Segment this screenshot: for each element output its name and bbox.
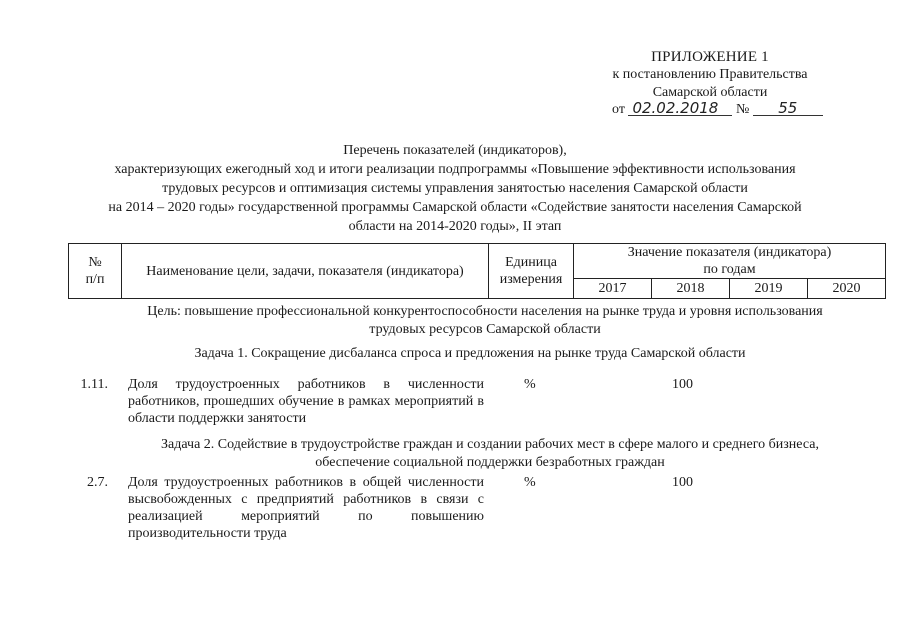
header-year-2020: 2020 <box>808 279 886 299</box>
document-heading <box>40 141 870 236</box>
header-num-line-1: № <box>88 255 102 270</box>
header-unit-cell <box>489 244 574 299</box>
decree-date-number <box>612 101 823 118</box>
appendix-title: ПРИЛОЖЕНИЕ 1 <box>651 49 769 65</box>
task-1-title: Задача 1. Сокращение дисбаланса спроса и предложения на рынке труда Самарской области <box>194 346 746 361</box>
header-year-2017: 2017 <box>574 279 652 299</box>
heading-line-5: области на 2014-2020 годы», II этап <box>348 219 562 234</box>
indicators-table-header <box>68 243 886 299</box>
row-1-11-unit: % <box>524 377 536 392</box>
row-2-7-name: Доля трудоустроенных работников в общей численности высвобожденных с предприятий работников в связи с реализацией мероприятий по повышению производительности труда <box>128 475 484 541</box>
date-prefix: от <box>612 102 625 117</box>
handwritten-number: 55 <box>753 101 823 116</box>
handwritten-date: 02.02.2018 <box>628 101 732 116</box>
goal-text <box>80 303 890 339</box>
header-name-cell: Наименование цели, задачи, показателя (индикатора) <box>122 244 489 299</box>
heading-line-1: Перечень показателей (индикаторов), <box>343 143 567 158</box>
heading-line-2: характеризующих ежегодный ход и итоги реализации подпрограммы «Повышение эффективности использования <box>114 162 796 177</box>
heading-line-3: трудовых ресурсов и оптимизация системы управления занятостью населения Самарской области <box>162 181 748 196</box>
row-1-11-name: Доля трудоустроенных работников в численности работников, прошедших обучение в рамках мероприятий в области поддержки занятости <box>128 377 484 426</box>
header-year-2019: 2019 <box>730 279 808 299</box>
row-1-11-value: 100 <box>672 377 693 392</box>
heading-line-4: на 2014 – 2020 годы» государственной программы Самарской области «Содействие занятости населения Самарской <box>108 200 802 215</box>
task-2-title <box>60 436 905 472</box>
row-2-7-value: 100 <box>672 475 693 490</box>
appendix-block <box>560 48 860 102</box>
task-2-line-2: обеспечение социальной поддержки безработных граждан <box>315 455 665 470</box>
task-2-line-1: Задача 2. Содействие в трудоустройстве граждан и создании рабочих мест в сфере малого и среднего бизнеса, <box>161 437 819 452</box>
appendix-line-2: Самарской области <box>652 85 768 100</box>
header-num-cell <box>69 244 122 299</box>
number-prefix: № <box>735 102 750 117</box>
header-values-line-2: по годам <box>703 262 756 277</box>
header-unit-line-1: Единица <box>505 255 557 270</box>
header-unit-line-2: измерения <box>499 272 563 287</box>
goal-line-2: трудовых ресурсов Самарской области <box>369 322 601 337</box>
row-2-7-number: 2.7. <box>87 475 108 490</box>
header-year-2018: 2018 <box>652 279 730 299</box>
header-values-line-1: Значение показателя (индикатора) <box>627 245 832 260</box>
header-values-cell <box>574 244 886 279</box>
header-num-line-2: п/п <box>85 272 105 287</box>
goal-line-1: Цель: повышение профессиональной конкурентоспособности населения на рынке труда и уровня использования <box>147 304 823 319</box>
appendix-line-1: к постановлению Правительства <box>612 67 808 82</box>
row-2-7-unit: % <box>524 475 536 490</box>
row-1-11-number: 1.11. <box>80 377 108 392</box>
